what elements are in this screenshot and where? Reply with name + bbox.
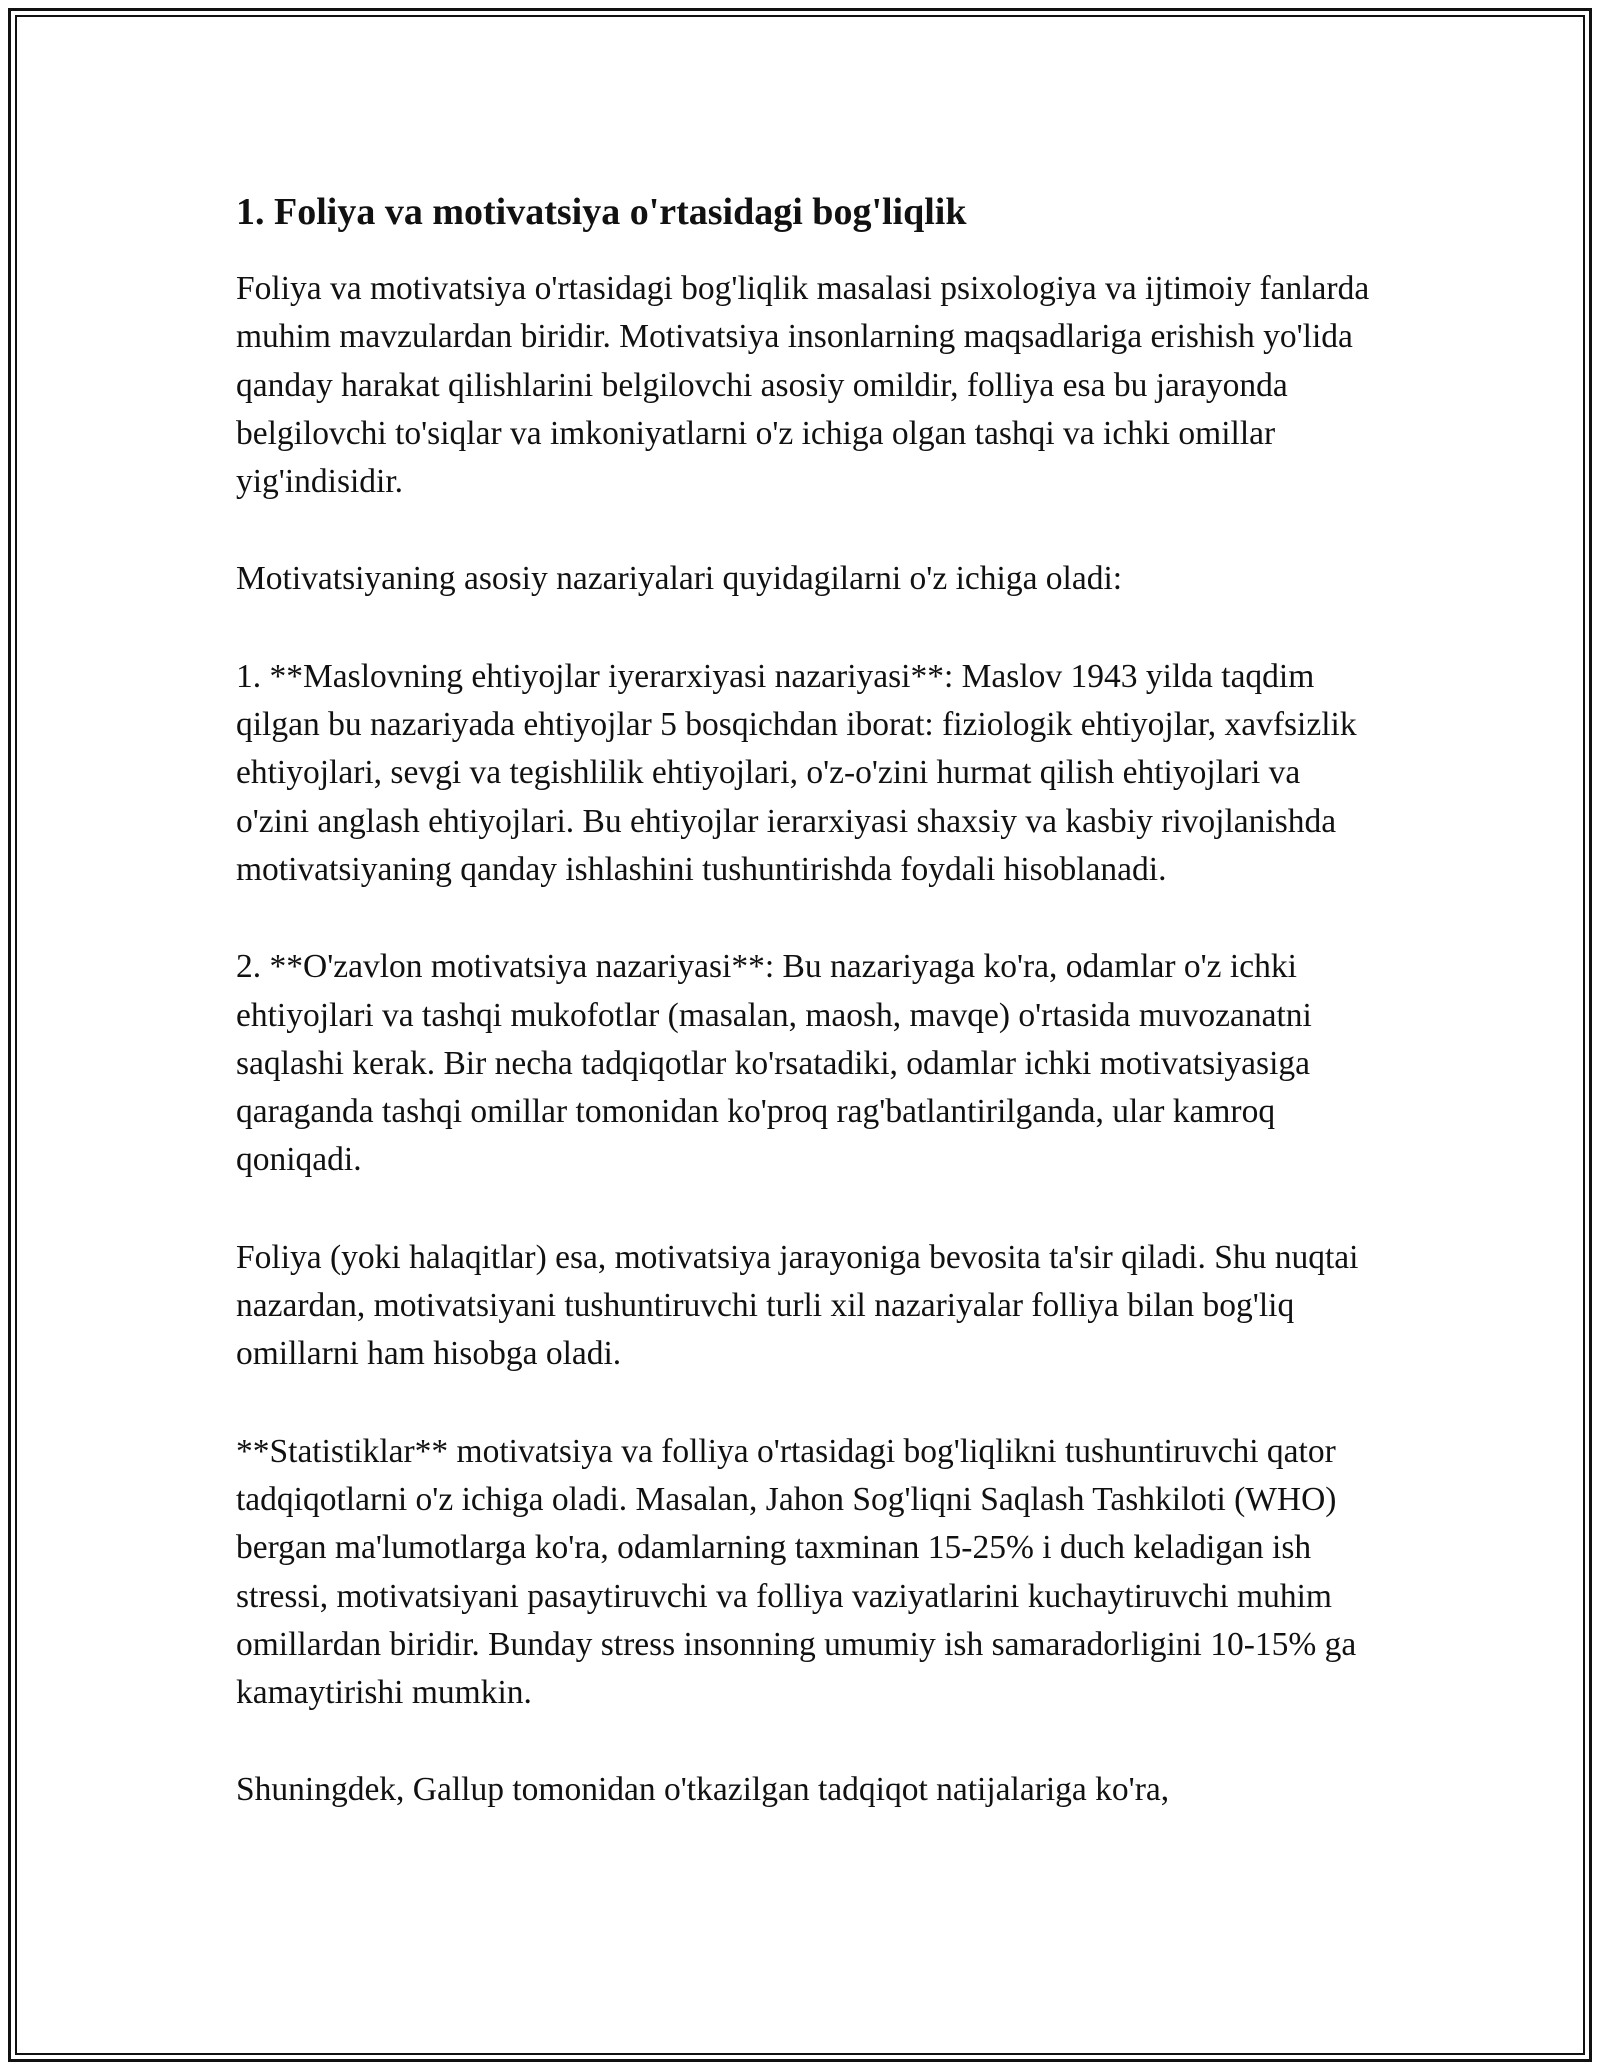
section-heading: 1. Foliya va motivatsiya o'rtasidagi bog'liqlik <box>236 191 967 233</box>
paragraph-theories-lead: Motivatsiyaning asosiy nazariyalari quyidagilarni o'z ichiga oladi: <box>236 560 1123 598</box>
paragraph-foliya-influence: Foliya (yoki halaqitlar) esa, motivatsiya jarayoniga bevosita ta'sir qiladi. Shu nuqtai nazardan, motivatsiyani tushuntiruvchi turli xil nazariyalar folliya bilan bog'liq omillarni ham hisobga oladi. <box>236 1238 1359 1373</box>
paragraph-gallup: Shuningdek, Gallup tomonidan o'tkazilgan tadqiqot natijalariga ko'ra, <box>236 1771 1170 1809</box>
paragraph-ozavlon-theory: 2. **O'zavlon motivatsiya nazariyasi**: Bu nazariyaga ko'ra, odamlar o'z ichki ehtiyojlari va tashqi mukofotlar (masalan, maosh, mavqe) o'rtasida muvozanatni saqlashi kerak. Bir necha tadqiqotlar ko'rsatadiki, odamlar ichki motivatsiyasiga qaraganda tashqi omillar tomonidan ko'proq rag'batlantirilganda, ular kamroq qoniqadi. <box>236 948 1312 1179</box>
paragraph-maslow-theory: 1. **Maslovning ehtiyojlar iyerarxiyasi nazariyasi**: Maslov 1943 yilda taqdim qilgan bu nazariyada ehtiyojlar 5 bosqichdan iborat: fiziologik ehtiyojlar, xavfsizlik ehtiyojlari, sevgi va tegishlilik ehtiyojlari, o'z-o'zini hurmat qilish ehtiyojlari va o'zini anglash ehtiyojlari. Bu ehtiyojlar ierarxiyasi shaxsiy va kasbiy rivojlanishda motivatsiyaning qanday ishlashini tushuntirishda foydali hisoblanadi. <box>236 657 1357 888</box>
document-body <box>236 188 1376 1864</box>
paragraph-statistics: **Statistiklar** motivatsiya va folliya o'rtasidagi bog'liqlikni tushuntiruvchi qator tadqiqotlarni o'z ichiga oladi. Masalan, Jahon Sog'liqni Saqlash Tashkiloti (WHO) bergan ma'lumotlarga ko'ra, odamlarning taxminan 15-25% i duch keladigan ish stressi, motivatsiyani pasaytiruvchi va folliya vaziyatlarini kuchaytiruvchi muhim omillardan biridir. Bunday stress insonning umumiy ish samaradorligini 10-15% ga kamaytirishi mumkin. <box>236 1432 1357 1712</box>
paragraph-intro: Foliya va motivatsiya o'rtasidagi bog'liqlik masalasi psixologiya va ijtimoiy fanlarda muhim mavzulardan biridir. Motivatsiya insonlarning maqsadlariga erishish yo'lida qanday harakat qilishlarini belgilovchi asosiy omildir, folliya esa bu jarayonda belgilovchi to'siqlar va imkoniyatlarni o'z ichiga olgan tashqi va ichki omillar yig'indisidir. <box>236 270 1370 501</box>
